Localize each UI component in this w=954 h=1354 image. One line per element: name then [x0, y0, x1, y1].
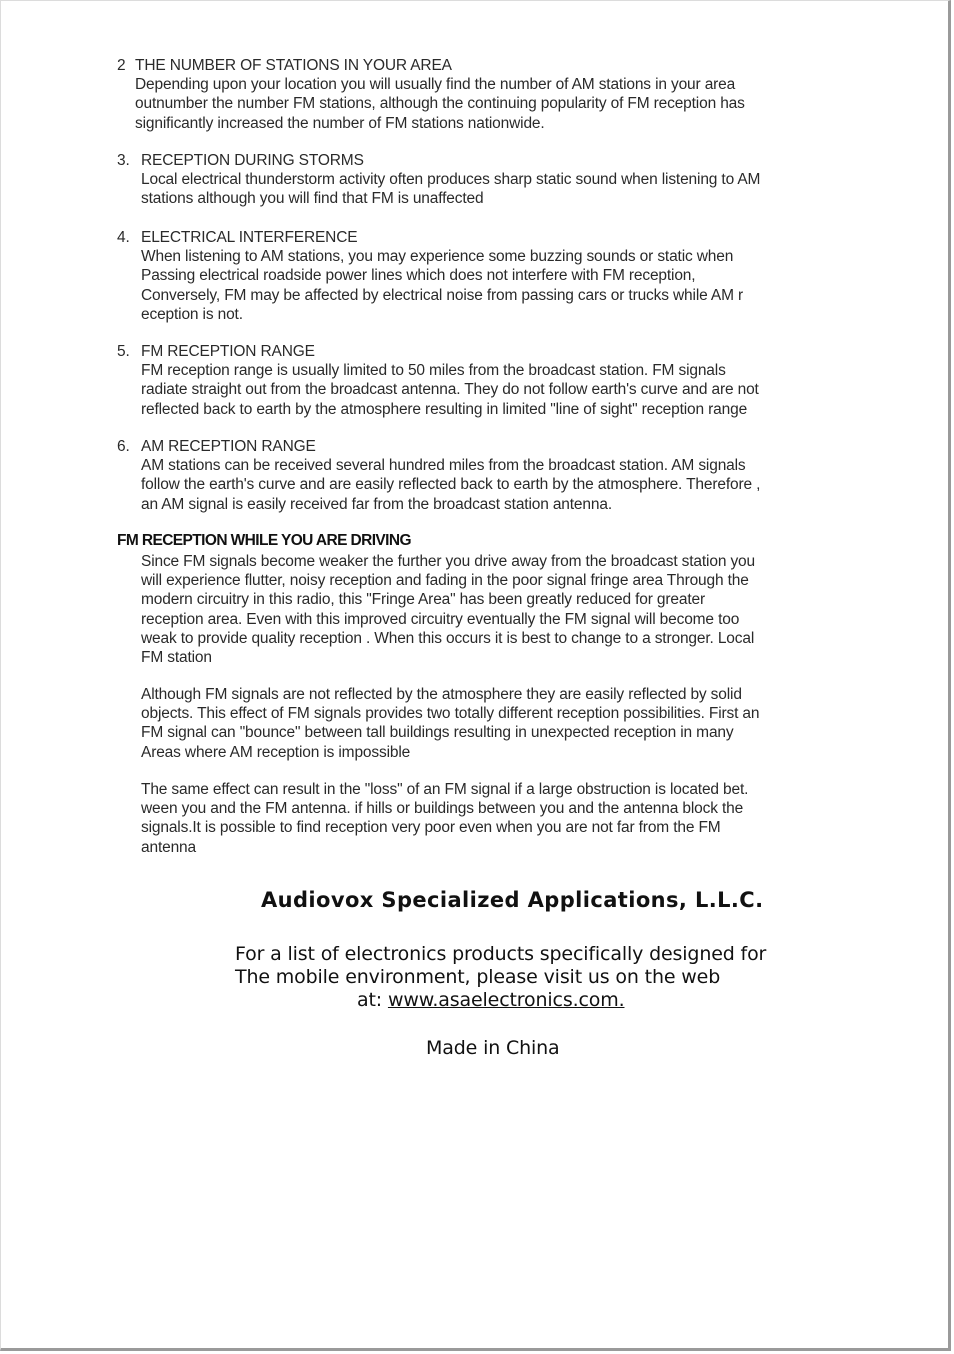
section-number: 3. — [117, 152, 130, 169]
section-number: 2 — [117, 57, 126, 74]
paragraph-line: weak to provide quality reception . When this occurs it is best to change to a stronger. Local — [141, 629, 755, 647]
url-prefix: at: — [357, 989, 388, 1011]
section-am-range — [117, 437, 760, 514]
driving-heading: FM RECEPTION WHILE YOU ARE DRIVING — [117, 532, 411, 549]
section-stations-in-area — [117, 56, 745, 133]
section-line: Conversely, FM may be affected by electrical noise from passing cars or trucks while AM r — [141, 286, 743, 304]
section-number: 6. — [117, 438, 130, 455]
paragraph-line: objects. This effect of FM signals provides two totally different reception possibilities. First an — [141, 705, 760, 723]
paragraph-line: signals.It is possible to find reception very poor even when you are not far from the FM — [141, 819, 721, 837]
section-number: 4. — [117, 229, 130, 246]
section-title: ELECTRICAL INTERFERENCE — [141, 229, 358, 246]
section-fm-range — [117, 342, 759, 419]
notice-line-3 — [235, 989, 954, 1012]
section-line: significantly increased the number of FM stations nationwide. — [135, 114, 545, 132]
paragraph-line: reception area. Even with this improved circuitry eventually the FM signal will become too — [141, 610, 740, 628]
section-line: AM stations can be received several hundred miles from the broadcast station. AM signals — [141, 457, 746, 475]
paragraph-line: Areas where AM reception is impossible — [141, 743, 411, 761]
section-interference — [117, 228, 743, 324]
notice-line-2: The mobile environment, please visit us on the web — [235, 966, 721, 988]
paragraph-line: FM station — [141, 649, 212, 667]
section-line: outnumber the number FM stations, although the continuing popularity of FM reception has — [135, 95, 745, 113]
paragraph-line: ween you and the FM antenna. if hills or buildings between you and the antenna block the — [141, 800, 744, 818]
driving-paragraph — [141, 780, 748, 857]
section-line: eception is not. — [141, 305, 243, 323]
section-line: radiate straight out from the broadcast antenna. They do not follow earth's curve and are not — [141, 381, 759, 399]
section-line: an AM signal is easily received far from the broadcast station antenna. — [141, 495, 612, 513]
paragraph-line: will experience flutter, noisy reception and fading in the poor signal fringe area Through the — [141, 572, 749, 590]
section-line: When listening to AM stations, you may experience some buzzing sounds or static when — [141, 248, 734, 266]
section-title: FM RECEPTION RANGE — [141, 343, 315, 360]
section-title: THE NUMBER OF STATIONS IN YOUR AREA — [135, 57, 452, 74]
section-number: 5. — [117, 343, 130, 360]
section-storms — [117, 151, 760, 209]
paragraph-line: antenna — [141, 838, 196, 856]
driving-paragraph — [141, 552, 755, 667]
section-line: Local electrical thunderstorm activity often produces sharp static sound when listening to AM — [141, 171, 761, 189]
website-link[interactable]: www.asaelectronics.com. — [387, 989, 625, 1011]
section-line: Depending upon your location you will usually find the number of AM stations in your area — [135, 76, 736, 94]
section-line: FM reception range is usually limited to 50 miles from the broadcast station. FM signals — [141, 362, 726, 380]
paragraph-line: modern circuitry in this radio, this "Fringe Area" has been greatly reduced for greater — [141, 591, 705, 609]
notice-line-1: For a list of electronics products specifically designed for — [235, 943, 767, 965]
section-title: AM RECEPTION RANGE — [141, 438, 316, 455]
paragraph-line: Since FM signals become weaker the further you drive away from the broadcast station you — [141, 553, 755, 570]
made-in-label: Made in China — [426, 1037, 560, 1059]
driving-paragraph — [141, 685, 759, 762]
section-line: follow the earth's curve and are easily reflected back to earth by the atmosphere. Therefore , — [141, 476, 761, 494]
section-title: RECEPTION DURING STORMS — [141, 152, 364, 169]
paragraph-line: FM signal can "bounce" between tall buildings resulting in unexpected reception in many — [141, 724, 734, 742]
section-line: Passing electrical roadside power lines which does not interfere with FM reception, — [141, 267, 696, 285]
company-name: Audiovox Specialized Applications, L.L.C. — [261, 888, 764, 912]
website-notice — [235, 943, 954, 1012]
paragraph-line: The same effect can result in the "loss" of an FM signal if a large obstruction is located bet. — [141, 781, 749, 798]
section-line: reflected back to earth by the atmosphere resulting in limited "line of sight" reception range — [141, 400, 748, 418]
paragraph-line: Although FM signals are not reflected by the atmosphere they are easily reflected by solid — [141, 686, 742, 703]
section-line: stations although you will find that FM is unaffected — [141, 190, 484, 208]
